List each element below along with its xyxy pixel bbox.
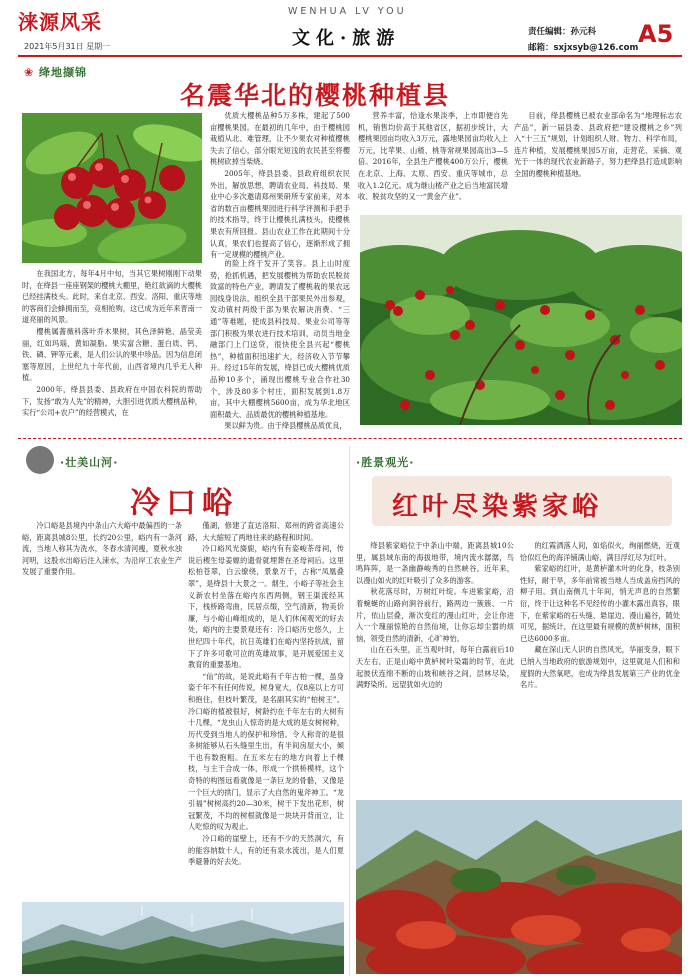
- cherry-photo: [22, 113, 202, 263]
- paragraph: 冷口峪是县境内中条山六大峪中最偏西的一条峪，距离县城8公里，长约20公里，峪内有一条河流，当地人称其为洗水，冬春水清河瘦，夏秋水浊河明，这股水出峪后注入涑水，为沿岸工农业生产发展了重要作用。: [22, 521, 182, 577]
- section-title: 文化·旅游: [292, 28, 401, 49]
- paragraph: 秋花落尽时，万树红叶绽。车进紫家峪，沿着蜿蜒的山路向涧谷前行，路两边一簇簇、一片片，依山层叠，渐次变红的漫山红叶，会让你进入一个瑰丽惊艳的自然仙境，让你忘却尘嚣的烦恼，领受自然的清新，心旷神怡。: [356, 587, 514, 643]
- paragraph: 山在石头里，正当观叶时，每年白露前后10天左右，正是山峪中黄栌树叶染霜的时节，在此起彼伏连绵不断的山坡和峡谷之间，层林尽染，满野染所。远望犹如火边的: [356, 645, 514, 690]
- paragraph: 的红霞洒落人间，如焰似火，绚丽燃烧，近观恰似红色的海洋铺满山峪，满目浮红尽为红叶。: [520, 541, 680, 562]
- paragraph: 紫家峪的红叶，是黄栌灌木叶的化身，枝条别性好，耐干旱，多年前常被当地人当成盖房挡风的柳子用。到山南侧几十年间，悄无声息的自然繁衍，终于让这种名不见经传的小灌木露出真容，眼下，在紫家峪的石头缝、悬崖边、漫山遍谷，随处可见，据统计，在这里最有规模的黄栌树林，面积已达6000多亩。: [520, 564, 680, 643]
- article1-col3: [358, 110, 508, 203]
- column-divider: [349, 446, 350, 976]
- page-number: A5: [638, 20, 674, 48]
- cherry-tree-photo: [360, 215, 682, 425]
- issue-date: 2021年5月31日 星期一: [24, 42, 111, 51]
- dot-icon: ·: [356, 456, 362, 469]
- article1-kicker: [24, 64, 87, 80]
- mountain-photo: [22, 902, 344, 974]
- paragraph: 僅湖，修建了直达洛阳、郑州的跨省高速公路，大大缩短了两地往来的路程和时间。: [188, 521, 344, 542]
- paragraph: 2005年，绛县县委、县政府组织农民外出，解放思想，聘请农业局、科技局、果业中心多次邀请郑州果研所专家前来，对本省的数百亩樱桃果园进行科学评测和手把手的技术指导，终于让樱桃扎满枝头，使樱桃果农有所回报。县山农业工作在此期间十分认真，果农们也提高了信心，逐渐形成了拥有一定规模的樱桃产业。: [210, 168, 350, 260]
- article1-col4: [514, 110, 682, 180]
- article-separator: [18, 438, 682, 439]
- article1-headline: 名震华北的樱桃种植县: [180, 81, 451, 110]
- red-leaves-photo: [356, 800, 682, 974]
- paragraph: “仙”的故，是说此峪有千年古柏一棵，虽身姿千年不有任何传说，树身宽大，仅8座以上方可和抱住，但枝叶繁茂，是名副其实的“柏树王”。冷口峪的植被很好，树龄约在千年左右的大树有十几棵，“龙虫山人惊奇的是大成的是女树树种，历代受到当地人的保护和珍惜。令人称奇的是很多树能够从石头缝里生出，有半间房屋大小，倾干也有数抱粗。在五米左右的地方向着上千棵枝，与主干合成一体，形成一个拱桥模样，这个奇特的构图远看就像是一条巨龙的骨骼，又像是一个巨大的拱门，显示了大自然的鬼斧神工。“龙引福”树树高约20—30米，树干下发出花形，树冠繁茂，不均的树根就像是一块块开背而立，让人吃惊的叹为观止。: [188, 671, 344, 832]
- paragraph: 藏在深山无人识的自然风光，华丽变身，眼下已纳入当地政府的旅游规划中，这里就是人们和和度假的大然氧吧，也成为绛县发展第三产业的优金名片。: [520, 645, 680, 690]
- masthead-title: 涞源风采: [18, 10, 102, 34]
- article1-col2b: [210, 258, 350, 432]
- mail-label: 邮箱：sxjxsyb@126.com: [528, 43, 639, 53]
- paragraph: 的险上终于发开了笑容。县上山时度势，抢抓机遇，把发展樱桃为帮助农民脱贫致富的特色产业，聘请发了樱桃栽的果农远园线身说法，组织全县干部果民外出参观，发动镇村两级干部为果农解决消费、“三通”等难题，使成县科技局、果业公司等等部门积极为果农进行技术培训，动员当地金融部门上门送贷，很快使全县兴起“樱桃热”，种植面积迅速扩大，经济收入节节攀升。经过15年的发展，绛县已成大樱桃优质品种10多个，涌现出樱桃专业合作社30个，涉及80多个村庄，面积发展到1.8万亩，其中大棚樱桃5600亩，成为华北地区面积最大、品质最优的樱桃种植基地。: [210, 259, 350, 419]
- article1-col2: [210, 110, 350, 261]
- article3-headline: 红叶尽染紫家峪: [392, 492, 603, 522]
- article2-col2: [188, 520, 344, 900]
- article3-col1: [356, 540, 514, 800]
- paragraph: 樱桃属蔷薇科落叶乔木果树，其色泽鲜艳、晶莹美丽，红如玛瑙，黄如凝脂。果实富含糖、蛋白质、钙、铁、磷、钾等元素，是人们公认的果中珍品。因为信息闭塞等原因，上世纪九十年代前，山西省境内几乎无人种植。: [22, 326, 202, 383]
- paragraph: 营养丰富，恰逢水果淡季，上市即便自先机，销售均价高于其他省区，据初步统计，大樱桃果园亩均收入3万元，露地果园亩均收入上万元，比苹果、山楂、桃等常规果园高出3—5倍。2016年，全县生产樱桃400万公斤，樱桃在北京、上海、太原、西安、重庆等城市，总收入1.2亿元。成为继山楂产业之后当地富民增收、脱贫攻坚的又一“黄金产业”。: [358, 111, 508, 202]
- article2-kicker-text: 壮美山河: [65, 456, 114, 469]
- section-pinyin: WENHUA LV YOU: [288, 6, 407, 17]
- dot-icon: ·: [60, 456, 66, 469]
- article2-headline: 冷口峪: [130, 486, 238, 521]
- article3-kicker-text: 胜景观光: [361, 456, 410, 469]
- paragraph: 优质大樱桃品种5万多株，建起了500亩樱桃果园。在最初的几年中，由于樱桃园栽植从北、难管理，让不少果农对种植樱桃失去了信心，部分眼光短浅的农民甚至将樱桃树砍掉当柴烧。: [210, 111, 350, 167]
- leaf-icon: ❀: [24, 66, 40, 79]
- paragraph: 果以鲜为贵。由于绛县樱桃品质优良，: [224, 421, 347, 431]
- paragraph: 2000年，绛县县委、县政府在中国农科院的帮助下，发扬“敢为人先”的精神，大胆引进优质大樱桃品种，实行“公司+农户”的经营模式，在: [22, 384, 202, 418]
- header-rule: [18, 55, 682, 57]
- editor-label: 责任编辑：孙元科: [528, 27, 597, 37]
- article3-kicker: ·胜景观光·: [356, 456, 415, 469]
- paragraph: 在我国北方，每年4月中旬，当其它果树刚刚下动果时，在绛县一座座钢架的樱桃大棚里，艳红欲滴的大樱桃已经挂满枝头。此时，来自北京、西安、洛阳、重庆等地的客商们会蜂拥而至，竞相抢购，这已成为近年来晋南一道亮丽的风景。: [22, 269, 202, 325]
- paragraph: 冷口峪风光旖旎，峪内有有姿峻茶母祠，传说后稷生母姜嫄的遗骨就埋葬在圣母祠后。这里松柏苍翠，白云缭绕，景象万千，古称“凤凰叠翠”，是绛县十大景之一。烟生、小峪子等社会主义新农村坐落在峪内东西两侧，钢王渠流经其下，栈桥路弯曲，民居点缀，空气清新，物美价廉，与小峪山峰组成的，是人们休闲观光的好去处，峪内的主要景观还有：冷口峪历史悠久，上世纪四十年代，抗日英雄们在峪内坚持抗战，留下了许多可歌可泣的英雄故事，是开展爱国主义教育的重要基地。: [188, 544, 344, 670]
- article2-col1: [22, 520, 182, 900]
- editor-info: [528, 24, 638, 56]
- landscape-icon: [26, 446, 54, 474]
- paragraph: 冷口峪的崖壁上，还有不少的天然洞穴，有的能容纳数十人，有的还有泉水流出，是人们夏季避暑的好去处。: [188, 834, 344, 867]
- paragraph: 目前，绛县樱桃已被农业部命名为“地理标志农产品”，新一届县委、县政府把“建设樱桃之乡”列入“十三五”规划，计划组织人财、物力、科学布局，连片种植，发展樱桃果园5万亩，走营花、采摘、观光于一体的现代农业新路子，努力把绛县打造成影响全国的樱桃种植基地。: [514, 111, 682, 178]
- article1-kicker-text: 绛地撷锦: [39, 66, 88, 79]
- paragraph: 绛县紫家峪位于中条山中端，距离县城10公里，属县域东南的海拔地带，境内流水潺潺，鸟鸣阵阵，是一条幽静峻秀的自然峡谷。近年来，以漫山如火的红叶吸引了众多的游客。: [356, 541, 514, 585]
- article2-kicker: ·壮美山河·: [60, 456, 119, 469]
- article3-col2: [520, 540, 680, 800]
- article1-col1: [22, 268, 202, 419]
